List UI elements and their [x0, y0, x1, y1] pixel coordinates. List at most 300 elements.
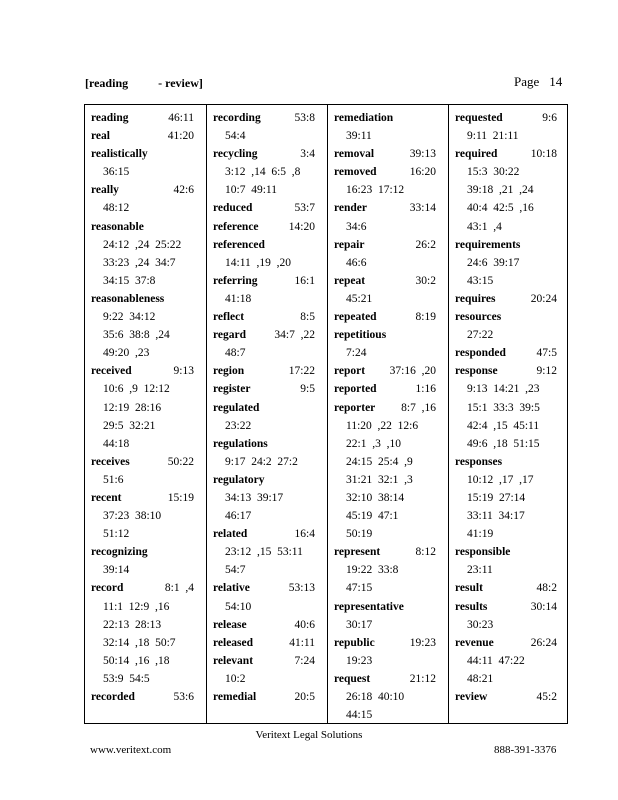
index-entry-refs: 10:7 49:11	[225, 184, 277, 197]
index-entry-head	[213, 362, 323, 380]
index-entry-head	[455, 543, 565, 561]
index-entry-head	[213, 525, 323, 543]
index-entry-refs: 37:23 38:10	[103, 510, 162, 523]
index-entry-refs: 46:6	[346, 256, 367, 269]
index-term: real	[91, 130, 110, 143]
index-entry-head	[455, 598, 565, 616]
index-entry	[213, 399, 323, 435]
index-term: referring	[213, 274, 258, 287]
index-term: repeat	[334, 274, 366, 287]
index-term: receives	[91, 455, 130, 468]
index-term: represent	[334, 546, 381, 559]
index-entry-refs: 10:6 ,9 12:12	[103, 383, 170, 396]
index-entry-refs: 24:6 39:17	[467, 256, 520, 269]
index-refs: 46:11	[168, 112, 194, 124]
index-refs: 21:12	[409, 672, 436, 685]
index-entry-refs: 34:6	[346, 220, 367, 233]
index-entry	[334, 634, 444, 670]
index-entry-refs: 9:22 34:12	[103, 311, 156, 324]
index-entry-head	[213, 435, 323, 453]
index-entry	[91, 362, 202, 452]
index-entry-refs: 27:22	[467, 329, 494, 342]
index-entry-head	[334, 670, 444, 688]
index-entry	[455, 543, 565, 579]
index-entry-refs: 35:6 38:8 ,24	[103, 329, 170, 342]
page-number: 14	[549, 74, 563, 89]
index-entry	[213, 579, 323, 615]
index-column-2	[206, 105, 327, 723]
index-entry	[91, 290, 202, 362]
index-entry-refs: 36:15	[103, 166, 130, 179]
index-term: register	[213, 383, 251, 396]
index-entry	[334, 362, 444, 380]
index-term: related	[213, 528, 248, 541]
index-term: record	[91, 582, 124, 595]
range-end: review]	[165, 76, 203, 90]
index-entry-head	[213, 199, 323, 217]
footer-company: Veritext Legal Solutions	[255, 729, 363, 741]
index-refs: 45:2	[536, 691, 557, 703]
index-entry-refs: 26:18 40:10	[346, 691, 405, 703]
index-refs: 40:6	[294, 618, 315, 631]
index-entry-head	[213, 688, 323, 706]
index-entry-refs: 45:19 47:1	[346, 510, 399, 523]
index-entry	[213, 525, 323, 579]
index-refs: 33:14	[409, 202, 436, 215]
index-term: recorded	[91, 691, 135, 703]
index-term: regulations	[213, 437, 268, 450]
index-entry-head	[334, 199, 444, 217]
index-entry	[213, 272, 323, 308]
index-entry-refs: 9:13 14:21 ,23	[467, 383, 540, 396]
index-entry-head	[334, 163, 444, 181]
index-entry	[334, 598, 444, 634]
index-refs: 53:7	[294, 202, 315, 215]
index-entry	[455, 688, 565, 706]
index-entry-head	[334, 543, 444, 561]
index-entry-head	[334, 634, 444, 652]
index-entry-refs: 48:7	[225, 347, 246, 360]
index-entry	[213, 688, 323, 706]
index-term: remedial	[213, 691, 257, 703]
index-refs: 9:13	[173, 365, 194, 378]
page-number-header	[514, 74, 562, 90]
index-entry-head	[455, 579, 565, 597]
index-entry	[334, 272, 444, 308]
index-term: required	[455, 148, 498, 161]
index-entry-head	[91, 489, 202, 507]
index-term: reflect	[213, 311, 245, 324]
index-entry-refs: 22:1 ,3 ,10	[346, 437, 401, 450]
index-refs: 20:5	[294, 691, 315, 703]
index-term: referenced	[213, 238, 265, 251]
index-entry-refs: 32:10 38:14	[346, 491, 405, 504]
index-refs: 8:19	[415, 311, 436, 324]
index-entry	[334, 326, 444, 362]
index-entry-refs: 3:12 ,14 6:5 ,8	[225, 166, 301, 179]
index-entry	[455, 598, 565, 634]
index-entry	[213, 652, 323, 688]
index-refs: 10:18	[530, 148, 557, 161]
index-entry	[455, 362, 565, 452]
index-refs: 53:6	[173, 691, 194, 703]
index-entry-refs: 9:17 24:2 27:2	[225, 455, 298, 468]
index-entry-head	[455, 362, 565, 380]
index-term: received	[91, 365, 132, 378]
footer-phone: 888-391-3376	[494, 744, 557, 756]
index-term: results	[455, 600, 488, 613]
index-entry	[213, 236, 323, 272]
index-entry	[213, 218, 323, 236]
index-entry-refs: 7:24	[346, 347, 367, 360]
index-entry-refs: 46:17	[225, 510, 252, 523]
index-entry-refs: 23:11	[467, 564, 493, 577]
index-entry-refs: 39:11	[346, 130, 372, 143]
index-refs: 30:14	[530, 600, 557, 613]
index-term: recording	[213, 112, 261, 124]
index-entry	[334, 670, 444, 724]
index-entry	[334, 308, 444, 326]
index-refs: 19:23	[409, 636, 436, 649]
index-term: reading	[91, 112, 129, 124]
index-entry	[455, 453, 565, 543]
footer-website: www.veritext.com	[90, 744, 172, 756]
index-refs: 14:20	[288, 220, 315, 233]
index-refs: 37:16 ,20	[389, 365, 436, 378]
index-entry	[213, 362, 323, 380]
index-entry-refs: 10:2	[225, 672, 246, 685]
index-refs: 8:12	[415, 546, 436, 559]
index-term: response	[455, 365, 498, 378]
index-entry-refs: 49:6 ,18 51:15	[467, 437, 540, 450]
index-entry	[334, 145, 444, 163]
index-term: released	[213, 636, 254, 649]
index-term: republic	[334, 636, 375, 649]
index-entry-head	[213, 218, 323, 236]
index-entry	[91, 543, 202, 579]
index-entry-refs: 15:3 30:22	[467, 166, 520, 179]
index-entry	[455, 109, 565, 145]
index-entry-refs: 48:12	[103, 202, 130, 215]
index-entry-refs: 40:4 42:5 ,16	[467, 202, 534, 215]
index-entry-head	[213, 236, 323, 254]
index-entry	[91, 688, 202, 706]
index-refs: 9:12	[536, 365, 557, 378]
index-entry-refs: 54:7	[225, 564, 246, 577]
index-refs: 1:16	[415, 383, 436, 396]
index-entry-refs: 44:11 47:22	[467, 654, 525, 667]
index-entry	[455, 344, 565, 362]
index-entry	[455, 634, 565, 688]
index-refs: 42:6	[173, 184, 194, 197]
index-entry-refs: 53:9 54:5	[103, 672, 150, 685]
index-refs: 53:13	[288, 582, 315, 595]
index-column-1	[85, 105, 206, 723]
index-entry-head	[213, 109, 323, 127]
index-term: regulated	[213, 401, 260, 414]
index-entry	[91, 489, 202, 543]
index-entry	[213, 145, 323, 199]
index-entry-refs: 54:4	[225, 130, 246, 143]
index-entry	[455, 290, 565, 308]
index-term: responded	[455, 347, 506, 360]
index-term: recycling	[213, 148, 258, 161]
index-term: release	[213, 618, 247, 631]
index-entry-head	[91, 688, 202, 706]
index-refs: 26:2	[415, 238, 436, 251]
index-entry-refs: 22:13 28:13	[103, 618, 162, 631]
index-entry	[91, 109, 202, 127]
index-entry-refs: 34:15 37:8	[103, 274, 156, 287]
index-refs: 41:20	[167, 130, 194, 143]
page-label: Page	[514, 74, 540, 89]
index-entry-head	[91, 181, 202, 199]
index-column-4	[448, 105, 569, 723]
index-refs: 26:24	[530, 636, 557, 649]
index-entry	[455, 579, 565, 597]
index-entry-head	[213, 616, 323, 634]
index-refs: 17:22	[288, 365, 315, 378]
index-entry-head	[213, 634, 323, 652]
index-entry	[213, 634, 323, 652]
index-term: request	[334, 672, 371, 685]
index-entry-head	[455, 688, 565, 706]
index-entry	[334, 109, 444, 145]
index-term: requires	[455, 292, 496, 305]
index-refs: 16:1	[294, 274, 315, 287]
index-entry	[213, 380, 323, 398]
index-entry-refs: 51:6	[103, 473, 124, 486]
index-entry-head	[213, 399, 323, 417]
index-entry-refs: 10:12 ,17 ,17	[467, 473, 534, 486]
index-term: regulatory	[213, 473, 265, 486]
index-entry-refs: 19:22 33:8	[346, 564, 399, 577]
index-entry-head	[455, 453, 565, 471]
range-start: [reading	[85, 76, 129, 90]
index-term: reduced	[213, 202, 253, 215]
index-refs: 9:5	[300, 383, 315, 396]
index-entry-refs: 33:23 ,24 34:7	[103, 256, 176, 269]
index-term: realistically	[91, 148, 148, 161]
index-entry-refs: 9:11 21:11	[467, 130, 519, 143]
index-entry-refs: 49:20 ,23	[103, 347, 150, 360]
index-entry-head	[213, 652, 323, 670]
index-entry-refs: 24:15 25:4 ,9	[346, 455, 413, 468]
index-term: reference	[213, 220, 259, 233]
index-term: resources	[455, 311, 502, 324]
index-entry-head	[213, 308, 323, 326]
index-refs: 9:6	[542, 112, 557, 124]
index-entry	[91, 145, 202, 181]
index-refs: 8:5	[300, 311, 315, 324]
index-entry-head	[213, 380, 323, 398]
index-term: reasonable	[91, 220, 144, 233]
index-entry-head	[91, 362, 202, 380]
index-entry-head	[91, 218, 202, 236]
index-entry	[213, 109, 323, 145]
index-entry-head	[91, 579, 202, 597]
index-term: recent	[91, 491, 122, 504]
index-entry-refs: 29:5 32:21	[103, 419, 156, 432]
index-term: repetitious	[334, 329, 387, 342]
index-refs: 41:11	[289, 636, 315, 649]
index-entry-refs: 23:22	[225, 419, 252, 432]
index-term: relative	[213, 582, 250, 595]
index-term: report	[334, 365, 366, 378]
index-entry	[213, 471, 323, 525]
index-entry-head	[213, 471, 323, 489]
index-entry-head	[334, 598, 444, 616]
index-term: repeated	[334, 311, 377, 324]
index-entry-refs: 44:18	[103, 437, 130, 450]
index-entry-head	[213, 326, 323, 344]
index-term: remediation	[334, 112, 394, 124]
index-refs: 15:19	[167, 491, 194, 504]
index-entry-head	[91, 543, 202, 561]
index-refs: 48:2	[536, 582, 557, 595]
index-term: reported	[334, 383, 377, 396]
index-entry-refs: 51:12	[103, 528, 130, 541]
index-entry-head	[455, 308, 565, 326]
index-entry	[334, 199, 444, 235]
index-entry-refs: 43:15	[467, 274, 494, 287]
index-entry-refs: 47:15	[346, 582, 373, 595]
index-entry	[334, 543, 444, 597]
index-entry-head	[455, 236, 565, 254]
index-term: requirements	[455, 238, 521, 251]
index-entry-head	[334, 362, 444, 380]
index-entry-head	[455, 290, 565, 308]
index-refs: 16:20	[409, 166, 436, 179]
index-refs: 53:8	[294, 112, 315, 124]
range-separator: -	[158, 76, 163, 90]
index-entry-head	[334, 145, 444, 163]
index-entry-head	[213, 579, 323, 597]
index-entry-head	[334, 308, 444, 326]
index-entry-refs: 31:21 32:1 ,3	[346, 473, 413, 486]
index-entry	[213, 435, 323, 471]
index-entry	[91, 218, 202, 290]
index-entry-head	[334, 399, 444, 417]
index-entry-refs: 30:23	[467, 618, 494, 631]
index-entry-refs: 33:11 34:17	[467, 510, 525, 523]
index-entry-refs: 16:23 17:12	[346, 184, 405, 197]
index-term: responsible	[455, 546, 511, 559]
index-entry-refs: 23:12 ,15 53:11	[225, 546, 303, 559]
index-entry-refs: 44:15	[346, 709, 373, 722]
index-entry-head	[334, 109, 444, 127]
page-header-range	[85, 76, 203, 91]
index-term: result	[455, 582, 483, 595]
index-entry	[455, 145, 565, 235]
index-entry-refs: 42:4 ,15 45:11	[467, 419, 540, 432]
index-entry	[91, 127, 202, 145]
index-entry-head	[213, 272, 323, 290]
index-term: region	[213, 365, 245, 378]
index-term: repair	[334, 238, 365, 251]
index-entry	[334, 380, 444, 398]
index-entry-head	[91, 290, 202, 308]
index-entry-refs: 48:21	[467, 672, 494, 685]
index-entry	[455, 236, 565, 290]
index-entry-refs: 50:14 ,16 ,18	[103, 654, 170, 667]
index-refs: 47:5	[536, 347, 557, 360]
index-entry-refs: 43:1 ,4	[467, 220, 502, 233]
index-term: representative	[334, 600, 404, 613]
index-entry-head	[91, 127, 202, 145]
index-term: reporter	[334, 401, 376, 414]
index-term: recognizing	[91, 546, 148, 559]
index-entry-head	[334, 236, 444, 254]
index-refs: 20:24	[530, 292, 557, 305]
index-term: render	[334, 202, 368, 215]
index-refs: 16:4	[294, 528, 315, 541]
index-entry-refs: 11:20 ,22 12:6	[346, 419, 419, 432]
index-entry	[91, 181, 202, 217]
index-entry-refs: 14:11 ,19 ,20	[225, 256, 292, 269]
index-term: really	[91, 184, 119, 197]
index-entry-refs: 54:10	[225, 600, 252, 613]
index-entry	[91, 453, 202, 489]
index-column-3	[327, 105, 448, 723]
index-entry	[334, 399, 444, 544]
index-entry-refs: 39:14	[103, 564, 130, 577]
index-entry-refs: 45:21	[346, 292, 373, 305]
index-refs: 50:22	[167, 455, 194, 468]
index-entry	[213, 308, 323, 326]
index-entry-head	[91, 109, 202, 127]
index-entry-head	[334, 380, 444, 398]
index-entry-head	[91, 145, 202, 163]
index-entry-refs: 39:18 ,21 ,24	[467, 184, 534, 197]
index-entry-head	[455, 344, 565, 362]
index-refs: 34:7 ,22	[274, 329, 315, 342]
index-entry-head	[213, 145, 323, 163]
index-entry	[91, 579, 202, 688]
index-entry-refs: 32:14 ,18 50:7	[103, 636, 176, 649]
index-refs: 7:24	[294, 654, 315, 667]
index-term: review	[455, 691, 488, 703]
index-entry-head	[455, 634, 565, 652]
index-refs: 30:2	[415, 274, 436, 287]
index-entry-refs: 15:19 27:14	[467, 491, 526, 504]
index-refs: 8:1 ,4	[164, 582, 194, 595]
index-term: removal	[334, 148, 375, 161]
index-term: relevant	[213, 654, 254, 667]
index-entry-head	[91, 453, 202, 471]
index-refs: 39:13	[409, 148, 436, 161]
index-entry-head	[334, 326, 444, 344]
index-entry-refs: 15:1 33:3 39:5	[467, 401, 540, 414]
index-entry	[213, 616, 323, 634]
index-entry	[334, 236, 444, 272]
index-entry	[455, 308, 565, 344]
index-entry	[213, 199, 323, 217]
index-entry	[213, 326, 323, 362]
index-term: revenue	[455, 636, 494, 649]
index-term: regard	[213, 329, 247, 342]
index-entry-refs: 34:13 39:17	[225, 491, 284, 504]
index-term: removed	[334, 166, 377, 179]
index-entry-refs: 24:12 ,24 25:22	[103, 238, 182, 251]
index-table	[84, 104, 568, 724]
index-entry-refs: 50:19	[346, 528, 373, 541]
index-entry-head	[455, 145, 565, 163]
index-entry-refs: 30:17	[346, 618, 373, 631]
index-refs: 3:4	[300, 148, 315, 161]
index-term: requested	[455, 112, 503, 124]
index-entry-head	[334, 272, 444, 290]
